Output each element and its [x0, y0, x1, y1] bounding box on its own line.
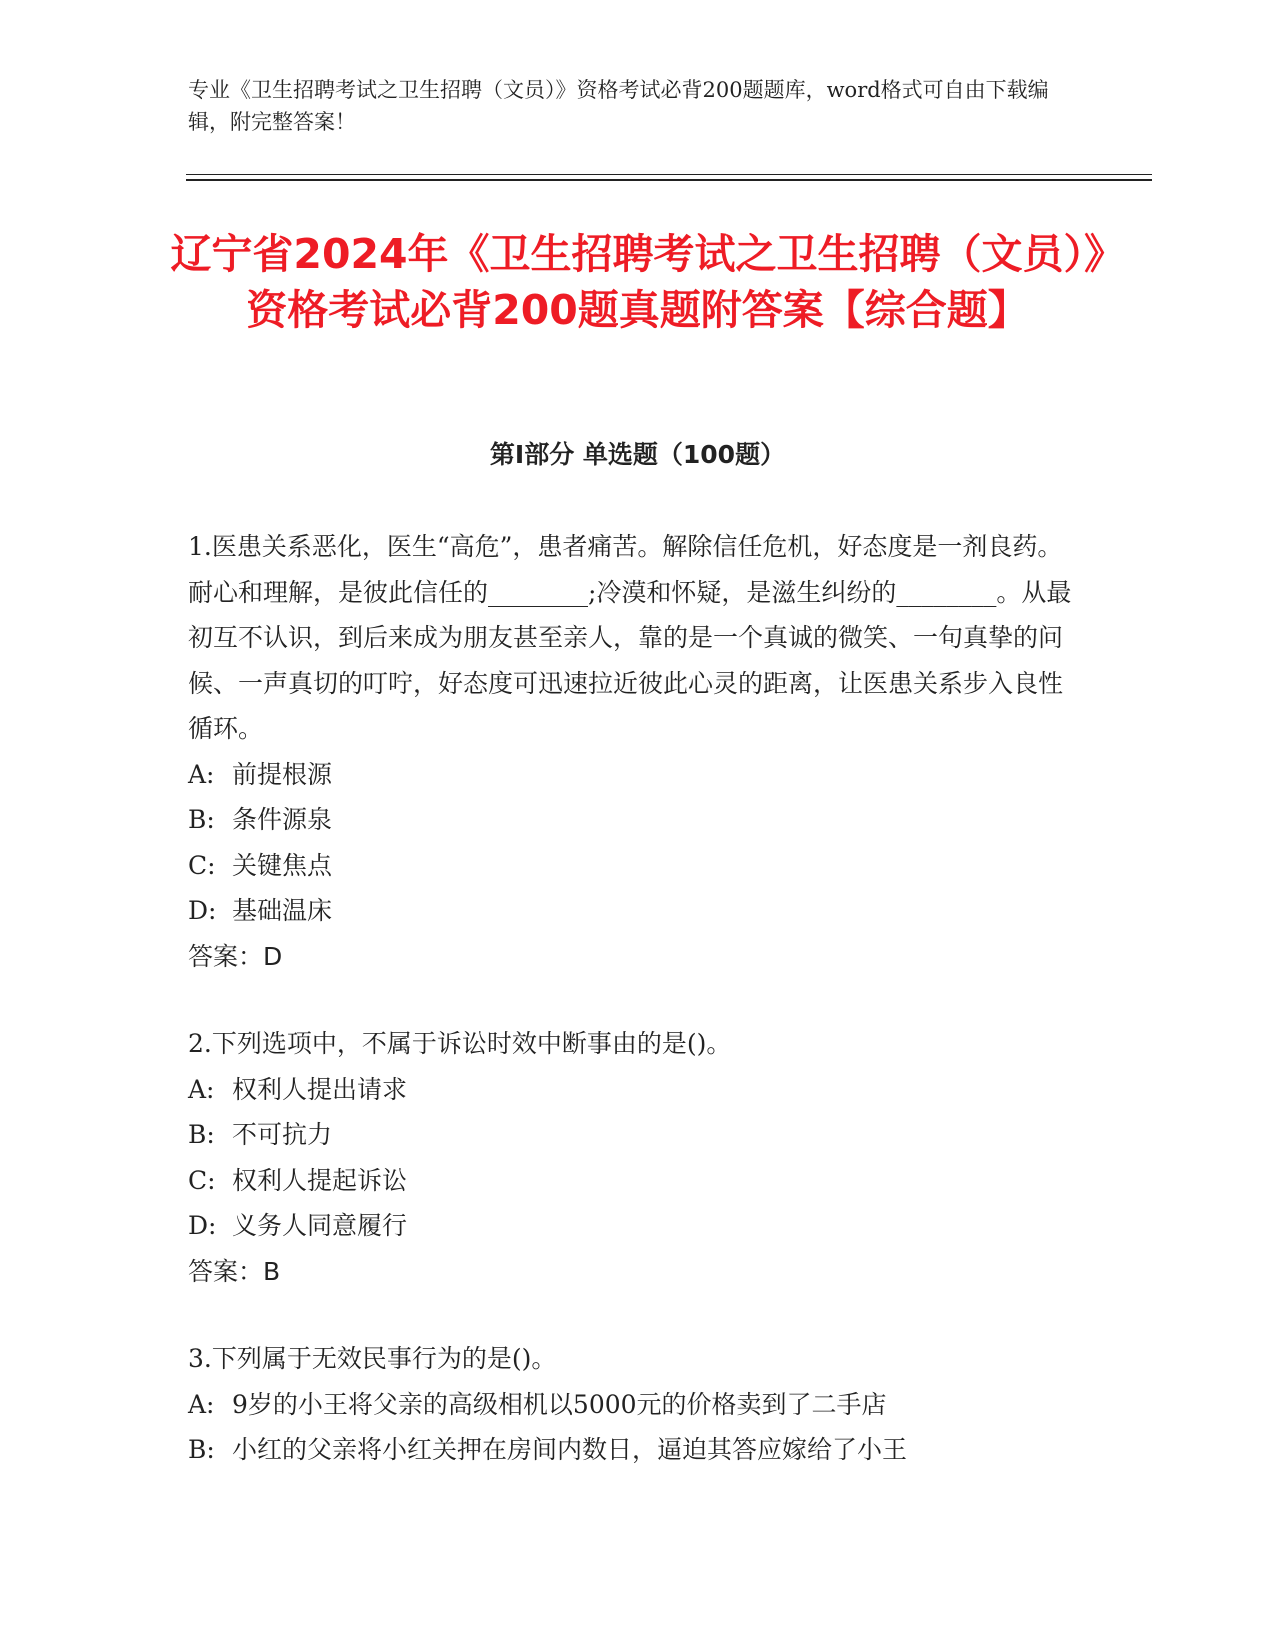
option-letter: C:	[188, 850, 216, 880]
question-spacer	[188, 979, 1078, 1021]
option-text: 权利人提起诉讼	[232, 1165, 408, 1195]
option-text: 基础温床	[232, 896, 333, 925]
option-text: 不可抗力	[232, 1120, 333, 1149]
header-divider-thin	[186, 174, 1152, 175]
option-letter: B:	[188, 1435, 215, 1464]
question-1	[188, 524, 1078, 979]
option-a	[188, 1382, 1078, 1428]
option-d	[188, 888, 1078, 934]
option-d	[188, 1203, 1078, 1249]
document-title: 辽宁省2024年《卫生招聘考试之卫生招聘（文员）》资格考试必背200题真题附答案【综合题】	[170, 230, 1105, 334]
answer-label: 答案：D	[188, 941, 283, 971]
option-letter: C:	[188, 1165, 216, 1195]
option-a	[188, 1067, 1078, 1113]
question-stem: 1.医患关系恶化，医生“高危”，患者痛苦。解除信任危机，好态度是一剂良药。耐心和理解，是彼此信任的________;冷漠和怀疑，是滋生纠纷的________。从最初互不认识，到后来成为朋友甚至亲人，靠的是一个真诚的微笑、一句真挚的问候、一声真切的叮咛，好态度可迅速拉近彼此心灵的距离，让医患关系步入良性循环。	[188, 532, 1072, 743]
option-letter: A:	[188, 759, 215, 789]
question-list	[188, 524, 1078, 1473]
option-c	[188, 1158, 1078, 1204]
answer-label: 答案：B	[188, 1256, 281, 1286]
option-text: 条件源泉	[232, 805, 333, 834]
header-note: 专业《卫生招聘考试之卫生招聘（文员）》资格考试必背200题题库，word格式可自由下载编辑，附完整答案！	[188, 78, 1049, 134]
option-letter: A:	[188, 1389, 215, 1419]
question-2	[188, 1021, 1078, 1294]
option-b	[188, 1427, 1078, 1473]
option-text: 关键焦点	[232, 850, 333, 880]
question-stem: 2.下列选项中，不属于诉讼时效中断事由的是()。	[188, 1029, 732, 1058]
option-letter: B:	[188, 1120, 215, 1149]
option-letter: A:	[188, 1074, 215, 1104]
option-text: 前提根源	[232, 759, 333, 789]
section-title: 第Ⅰ部分 单选题（100题）	[489, 440, 786, 469]
option-letter: D:	[188, 896, 217, 925]
header-divider-thick	[186, 179, 1152, 181]
option-b	[188, 1112, 1078, 1158]
option-text: 9岁的小王将父亲的高级相机以5000元的价格卖到了二手店	[232, 1389, 887, 1419]
option-c	[188, 843, 1078, 889]
option-b	[188, 797, 1078, 843]
question-3	[188, 1336, 1078, 1473]
option-letter: D:	[188, 1211, 217, 1240]
option-text: 权利人提出请求	[232, 1074, 408, 1104]
option-letter: B:	[188, 805, 215, 834]
option-a	[188, 752, 1078, 798]
question-spacer	[188, 1294, 1078, 1336]
option-text: 小红的父亲将小红关押在房间内数日，逼迫其答应嫁给了小王	[232, 1435, 908, 1464]
question-stem: 3.下列属于无效民事行为的是()。	[188, 1344, 557, 1373]
option-text: 义务人同意履行	[232, 1211, 408, 1240]
